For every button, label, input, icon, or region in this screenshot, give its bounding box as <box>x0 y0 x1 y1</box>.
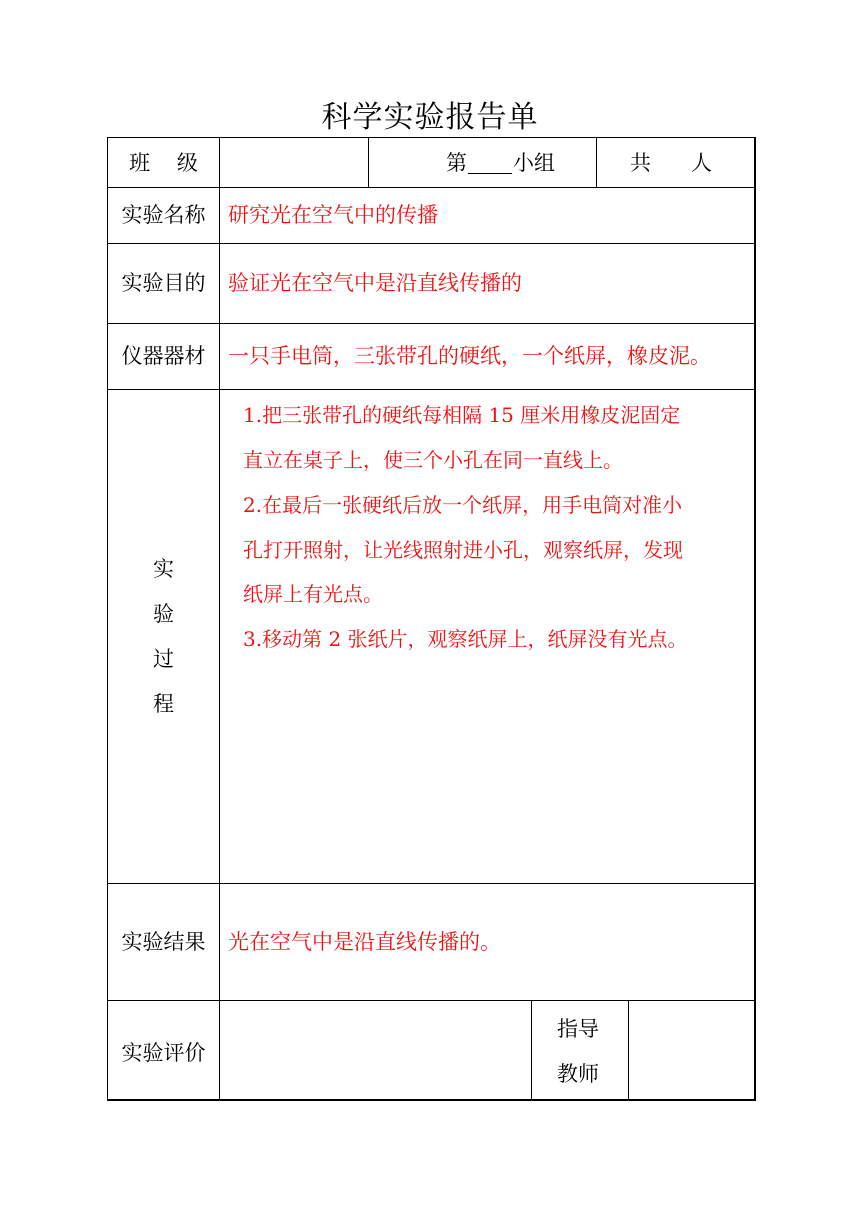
page-title: 科学实验报告单 <box>321 100 539 135</box>
group-prefix: 第 <box>446 151 467 175</box>
evaluation-value-field[interactable] <box>224 1010 524 1090</box>
group-blank[interactable] <box>468 153 512 174</box>
process-label-char: 程 <box>153 692 174 716</box>
row-divider <box>107 323 756 324</box>
label-column-divider <box>219 137 220 1101</box>
header-column-divider <box>368 137 369 188</box>
people-count-label: 共 人 <box>630 151 713 175</box>
experiment-name-value: 研究光在空气中的传播 <box>228 203 438 227</box>
process-label-char: 过 <box>153 647 174 671</box>
process-step-line: 2.在最后一张硬纸后放一个纸屏，用手电筒对准小 <box>243 493 683 517</box>
process-step-line: 3.移动第 2 张纸片，观察纸屏上，纸屏没有光点。 <box>243 627 688 651</box>
teacher-label: 指导 <box>557 1017 599 1041</box>
equipment-label: 仪器器材 <box>121 344 206 368</box>
teacher-value-field[interactable] <box>633 1010 748 1090</box>
row-divider <box>107 1000 756 1001</box>
group-suffix: 小组 <box>513 151 555 175</box>
equipment-value: 一只手电筒，三张带孔的硬纸，一个纸屏，橡皮泥。 <box>228 344 711 368</box>
experiment-purpose-label: 实验目的 <box>121 271 206 295</box>
row-divider <box>107 243 756 244</box>
result-value: 光在空气中是沿直线传播的。 <box>228 930 501 954</box>
evaluation-column-divider <box>628 1000 629 1101</box>
process-step-line: 纸屏上有光点。 <box>243 582 383 606</box>
evaluation-column-divider <box>531 1000 532 1101</box>
class-label: 班 级 <box>129 151 198 175</box>
experiment-name-label: 实验名称 <box>121 203 206 227</box>
process-label-char: 验 <box>153 602 174 626</box>
experiment-purpose-value: 验证光在空气中是沿直线传播的 <box>228 271 522 295</box>
row-divider <box>107 389 756 390</box>
row-divider <box>107 187 756 188</box>
row-divider <box>107 883 756 884</box>
teacher-label: 教师 <box>557 1062 599 1086</box>
process-step-line: 直立在桌子上，使三个小孔在同一直线上。 <box>243 448 623 472</box>
header-column-divider <box>596 137 597 188</box>
class-value-field[interactable] <box>224 153 364 177</box>
result-label: 实验结果 <box>121 930 206 954</box>
process-label-char: 实 <box>153 557 174 581</box>
process-step-line: 孔打开照射，让光线照射进小孔，观察纸屏，发现 <box>243 538 683 562</box>
evaluation-label: 实验评价 <box>121 1041 206 1065</box>
group-number-field[interactable] <box>446 153 555 174</box>
process-step-line: 1.把三张带孔的硬纸每相隔 15 厘米用橡皮泥固定 <box>243 403 681 427</box>
